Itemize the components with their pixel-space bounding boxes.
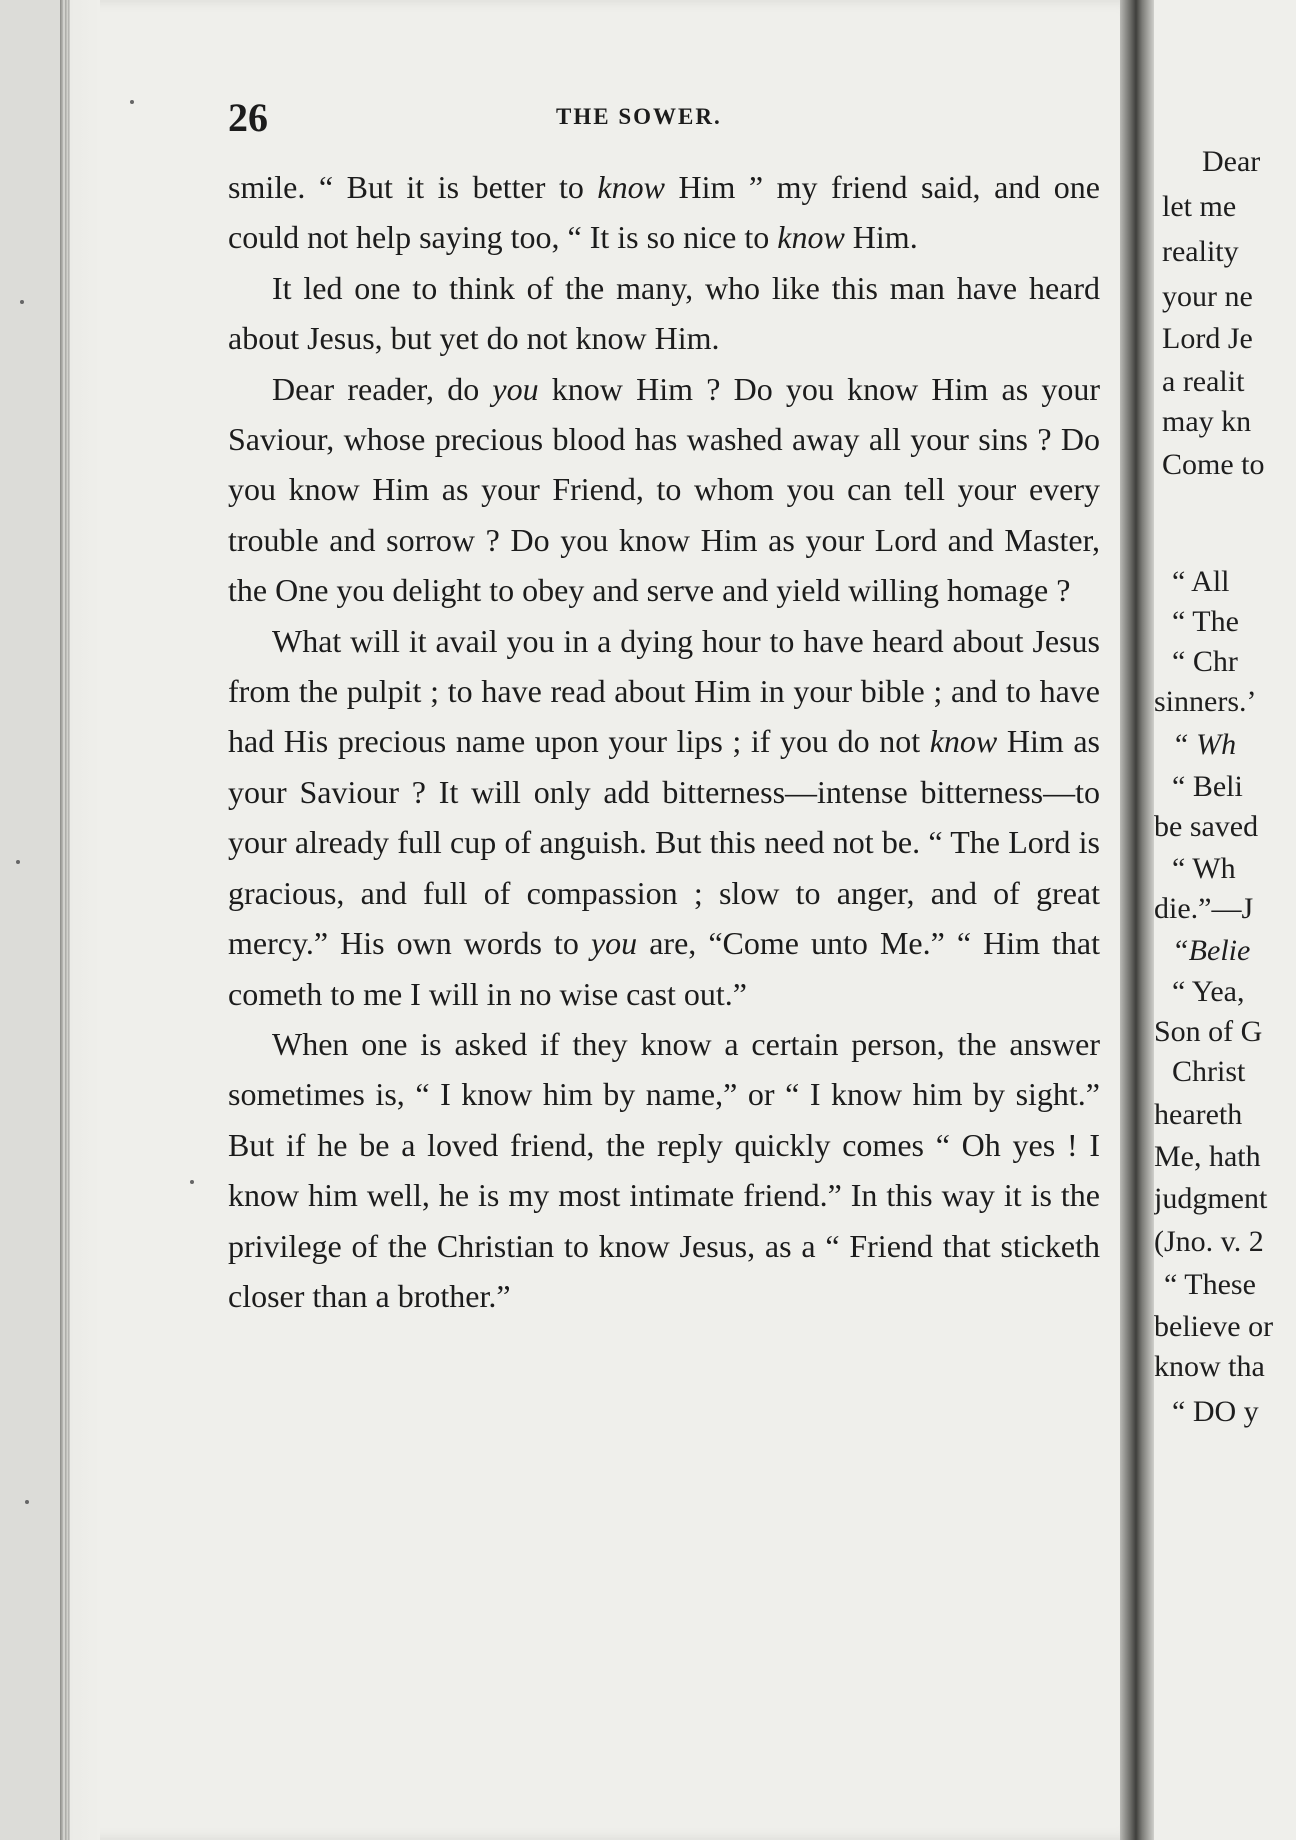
page-number: 26	[228, 95, 268, 140]
right-page-fragment: Son of G	[1154, 1015, 1263, 1048]
text-run: Him ” my friend said, and one could not help saying too, “ It is so nice to	[228, 169, 1101, 256]
right-page-fragment: “ Wh	[1172, 852, 1236, 885]
text-run: What will it avail you in a dying hour to have heard about Jesus from the pulpit ; to have read about Him in your bible ; and to have had His precious name upon your lips ; if you do not	[228, 622, 1100, 760]
page-header	[228, 94, 1088, 140]
text-run: When one is asked if they know a certain person, the answer sometimes is, “ I know him by name,” or “ I know him by sight.” But if he be a loved friend, the reply quickly comes “ Oh yes ! I know him well, he is my most intimate friend.” In this way it is the privilege of the Christian to know Jesus, as a “ Friend that sticketh closer than a brother.”	[228, 1025, 1100, 1314]
text-run: know Him ? Do you know Him as your Saviour, whose precious blood has washed away all your sins ? Do you know Him as your Friend, to whom you can tell your every trouble and sorrow ? Do you know Him as your Lord and Master, the One you delight to obey and serve and yield willing homage ?	[228, 370, 1101, 609]
paragraph	[228, 616, 1100, 1019]
right-page-fragment: know tha	[1154, 1350, 1265, 1383]
right-page-fragment: “ Beli	[1172, 770, 1243, 803]
right-page-fragment: sinners.’	[1154, 685, 1257, 718]
paragraph	[228, 364, 1100, 616]
paragraph	[228, 162, 1100, 263]
right-page-fragment: “ The	[1172, 605, 1239, 638]
italic-text: know	[597, 169, 665, 205]
right-page-fragment: a realit	[1162, 365, 1245, 398]
right-page-fragment: “ DO y	[1172, 1395, 1259, 1428]
text-run: Him as your Saviour ? It will only add bitterness—intense bitterness—to your already full cup of anguish. But this need not be. “ The Lord is gracious, and full of compassion ; slow to anger, and of great mercy.” His own words to	[228, 723, 1101, 962]
body-text	[228, 162, 1100, 1321]
italic-text: know	[929, 723, 998, 760]
text-run: are, “Come unto Me.” “ Him that cometh to me I will in no wise cast out.”	[228, 925, 1101, 1012]
italic-text: you	[590, 925, 638, 962]
book-gutter	[1120, 0, 1154, 1840]
running-title: THE SOWER.	[556, 104, 722, 129]
right-page	[1154, 0, 1296, 1840]
right-page-fragment: Christ	[1172, 1055, 1246, 1088]
right-page-fragment: Lord Je	[1162, 322, 1253, 355]
right-page-fragment: Come to	[1162, 448, 1265, 481]
italic-text: know	[777, 219, 845, 256]
right-page-fragment: judgment	[1154, 1182, 1268, 1215]
right-page-fragment: heareth	[1154, 1098, 1243, 1131]
right-page-fragment: (Jno. v. 2	[1154, 1225, 1264, 1258]
right-page-fragment: “Belie	[1172, 934, 1251, 967]
right-page-fragment: Dear	[1202, 145, 1261, 178]
right-page-fragment: reality	[1162, 235, 1239, 268]
text-run: smile. “ But it is better to	[228, 169, 598, 205]
paragraph	[228, 1019, 1100, 1321]
right-page-fragment: “ Wh	[1172, 728, 1237, 761]
right-page-fragment: your ne	[1162, 280, 1253, 313]
right-page-fragment: “ All	[1172, 565, 1230, 598]
right-page-fragment: “ Chr	[1172, 645, 1238, 678]
right-page-fragment: die.”—J	[1154, 892, 1254, 925]
right-page-fragment: be saved	[1154, 810, 1259, 843]
right-page-fragment: believe or	[1154, 1310, 1274, 1343]
page-edge	[60, 0, 100, 1840]
text-run: Him.	[844, 219, 918, 256]
paragraph	[228, 263, 1100, 364]
right-page-fragment: may kn	[1162, 405, 1252, 438]
right-page-fragment: let me	[1162, 190, 1237, 223]
right-page-fragment: Me, hath	[1154, 1140, 1261, 1173]
text-run: It led one to think of the many, who like this man have heard about Jesus, but yet do not know Him.	[228, 269, 1100, 357]
italic-text: you	[492, 370, 539, 407]
text-run: Dear reader, do	[272, 370, 493, 407]
right-page-fragment: “ These	[1164, 1268, 1256, 1301]
right-page-fragment: “ Yea,	[1172, 975, 1245, 1008]
